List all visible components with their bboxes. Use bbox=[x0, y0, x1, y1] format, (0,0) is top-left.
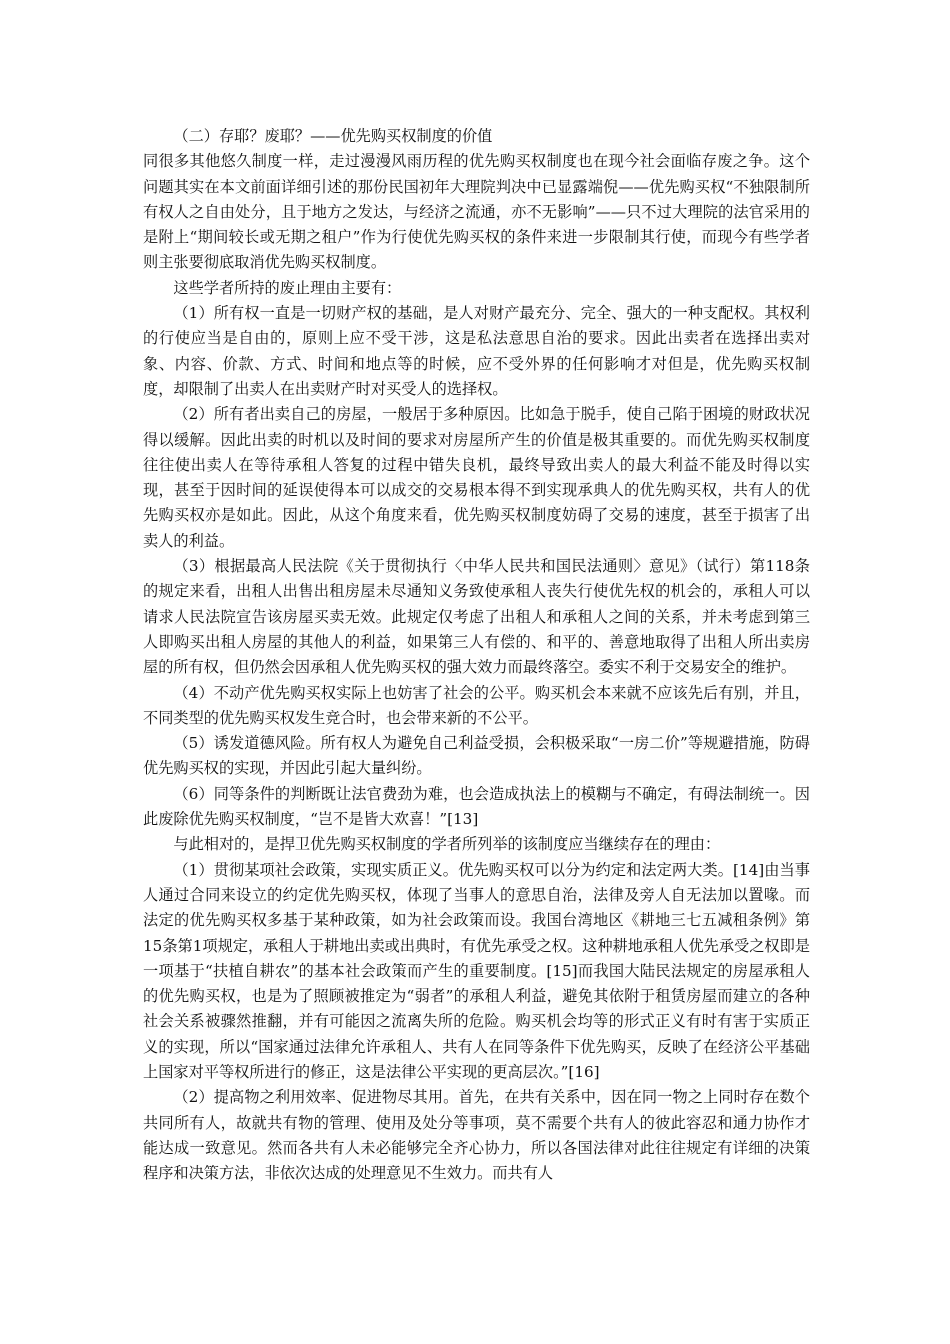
section-heading: （二）存耶？废耶？——优先购买权制度的价值 bbox=[173, 127, 493, 145]
paragraph-abolition-reason-4: （4）不动产优先购买权实际上也妨害了社会的公平。购买机会本来就不应该先后有别，并且，不同类型的优先购买权发生竞合时，也会带来新的不公平。 bbox=[143, 683, 810, 727]
paragraph-intro: 同很多其他悠久制度一样，走过漫漫风雨历程的优先购买权制度也在现今社会面临存废之争。这个问题其实在本文前面详细引述的那份民国初年大理院判决中已显露端倪——优先购买权“不独限制所有权人之自由处分，且于地方之发达，与经济之流通，亦不无影响”——只不过大理院的法官采用的是附上“期间较长或无期之租户”作为行使优先购买权的条件来进一步限制其行使，而现今有些学者则主张要彻底取消优先购买权制度。 bbox=[143, 152, 810, 272]
paragraph-abolition-reason-6: （6）同等条件的判断既让法官费劲为难，也会造成执法上的模糊与不确定，有碍法制统一。因此废除优先购买权制度，“岂不是皆大欢喜！”[13] bbox=[143, 784, 810, 829]
paragraph-abolition-reason-5: （5）诱发道德风险。所有权人为避免自己利益受损，会积极采取“一房二价”等规避措施，防碍优先购买权的实现，并因此引起大量纠纷。 bbox=[143, 734, 810, 778]
document-body bbox=[143, 124, 810, 1186]
paragraph-retention-lead: 与此相对的，是捍卫优先购买权制度的学者所列举的该制度应当继续存在的理由： bbox=[173, 835, 721, 854]
paragraph-abolition-reason-1: （1）所有权一直是一切财产权的基础，是人对财产最充分、完全、强大的一种支配权。其权利的行使应当是自由的，原则上应不受干涉，这是私法意思自治的要求。因此出卖者在选择出卖对象、内容、价款、方式、时间和地点等的时候，应不受外界的任何影响才对但是，优先购买权制度，却限制了出卖人在出卖财产时对买受人的选择权。 bbox=[143, 304, 810, 398]
paragraph-abolition-reason-2: （2）所有者出卖自己的房屋，一般居于多种原因。比如急于脱手，使自己陷于困境的财政状况得以缓解。因此出卖的时机以及时间的要求对房屋所产生的价值是极其重要的。而优先购买权制度往往使出卖人在等待承租人答复的过程中错失良机，最终导致出卖人的最大利益不能及时得以实现，甚至于因时间的延误使得本可以成交的交易根本得不到实现承典人的优先购买权，共有人的优先购买权亦是如此。因此，从这个角度来看，优先购买权制度妨碍了交易的速度，甚至于损害了出卖人的利益。 bbox=[143, 405, 810, 550]
paragraph-abolition-reason-3: （3）根据最高人民法院《关于贯彻执行〈中华人民共和国民法通则〉意见》（试行）第118条的规定来看，出租人出售出租房屋未尽通知义务致使承租人丧失行使优先权的机会的，承租人可以请求人民法院宣告该房屋买卖无效。此规定仅考虑了出租人和承租人之间的关系，并未考虑到第三人即购买出租人房屋的其他人的利益，如果第三人有偿的、和平的、善意地取得了出租人所出卖房屋的所有权，但仍然会因承租人优先购买权的强大效力而最终落空。委实不利于交易安全的维护。 bbox=[143, 557, 810, 677]
paragraph-retention-reason-2: （2）提高物之利用效率、促进物尽其用。首先，在共有关系中，因在同一物之上同时存在数个共同所有人，故就共有物的管理、使用及处分等事项，莫不需要个共有人的彼此容忍和通力协作才能达成一致意见。然而各共有人未必能够完全齐心协力，所以各国法律对此往往规定有详细的决策程序和决策方法，非依次达成的处理意见不生效力。而共有人 bbox=[143, 1088, 810, 1183]
paragraph-retention-reason-1: （1）贯彻某项社会政策，实现实质正义。优先购买权可以分为约定和法定两大类。[14]由当事人通过合同来设立的约定优先购买权，体现了当事人的意思自治，法律及旁人自无法加以置喙。而法定的优先购买权多基于某种政策，如为社会政策而设。我国台湾地区《耕地三七五减租条例》第15条第1项规定，承租人于耕地出卖或出典时，有优先承受之权。这种耕地承租人优先承受之权即是一项基于“扶植自耕农”的基本社会政策而产生的重要制度。[15]而我国大陆民法规定的房屋承租人的优先购买权，也是为了照顾被推定为“弱者”的承租人利益，避免其依附于租赁房屋而建立的各种社会关系被骤然推翻，并有可能因之流离失所的危险。购买机会均等的形式正义有时有害于实质正义的实现，所以“国家通过法律允许承租人、共有人在同等条件下优先购买，反映了在经济公平基础上国家对平等权所进行的修正，这是法律公平实现的更高层次。”[16] bbox=[143, 860, 810, 1081]
paragraph-abolition-lead: 这些学者所持的废止理由主要有： bbox=[173, 278, 402, 297]
